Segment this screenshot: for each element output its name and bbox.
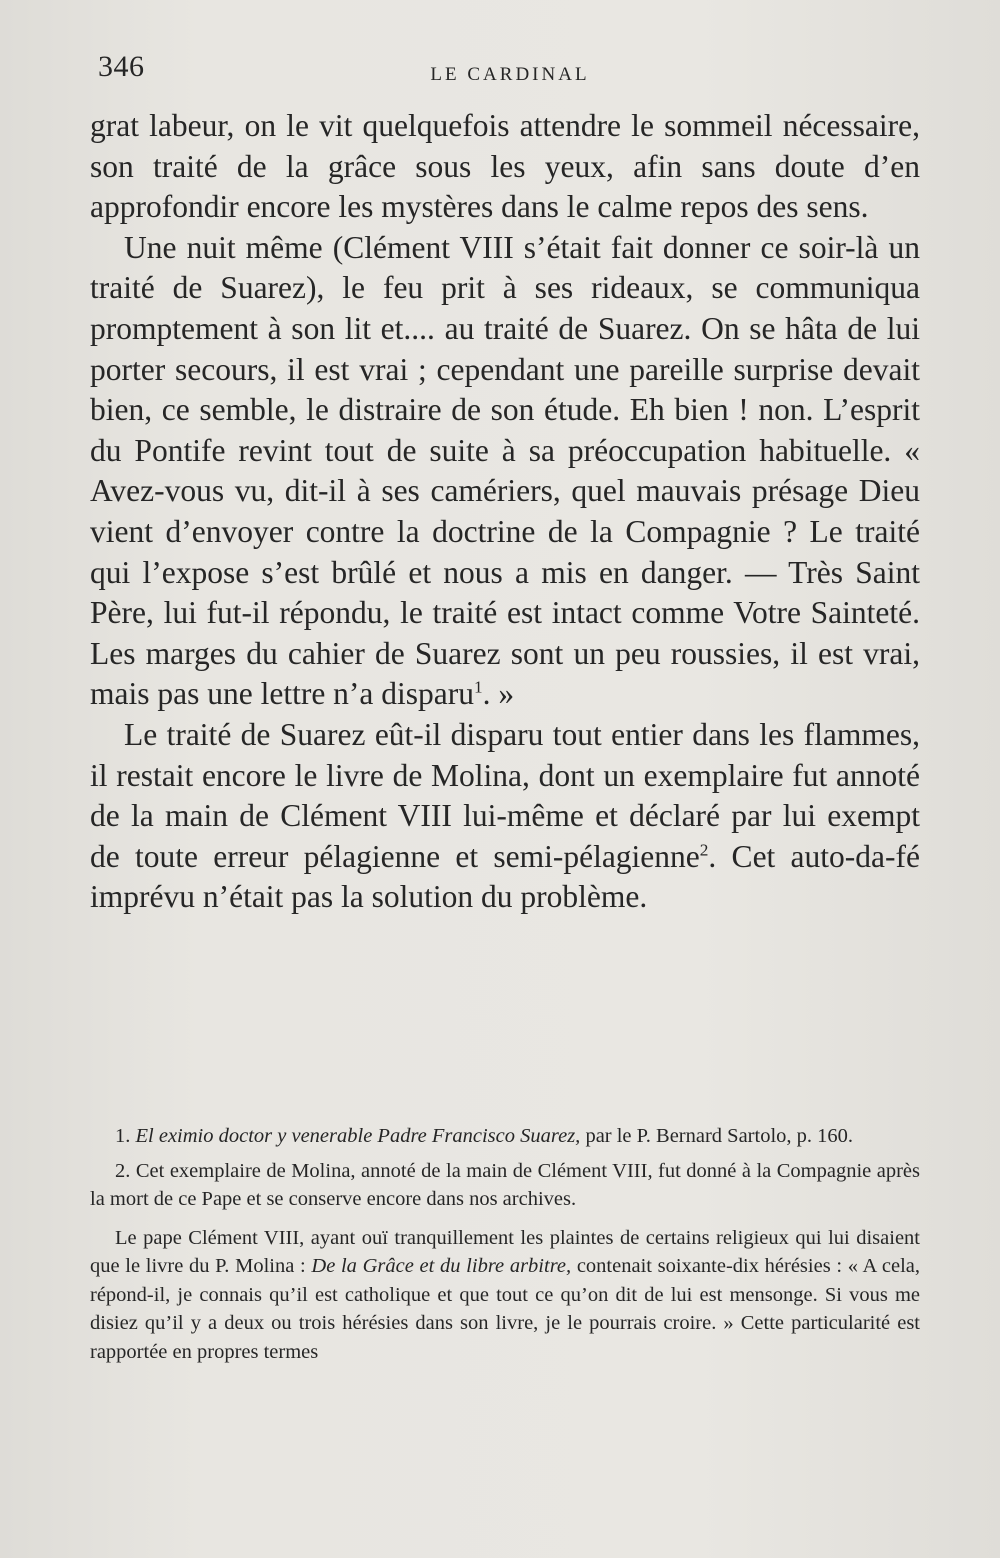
footnote-1-number: 1. bbox=[115, 1125, 131, 1147]
main-text bbox=[90, 106, 920, 918]
footnote-1-text: par le P. Bernard Sartolo, p. 160. bbox=[585, 1125, 854, 1147]
footnote-1-title: El eximio doctor y venerable Padre Francisco Suarez, bbox=[135, 1125, 581, 1147]
footnote-3-text-a: Le pape Clément VIII, ayant ouï tranquillement les plaintes de certains religieux qui lui disaient que le livre du P. Molina : bbox=[90, 1226, 920, 1277]
paragraph-3-end: . Cet auto-da-fé imprévu n’était pas la solution du problème. bbox=[90, 838, 920, 915]
footnote-ref-2: 2 bbox=[699, 840, 709, 860]
paragraph-1 bbox=[90, 106, 920, 228]
paragraph-2-text: Une nuit même (Clément VIII s’était fait donner ce soir-là un traité de Suarez), le feu prit à ses rideaux, se communiqua promptement à son lit et.... au traité de Suarez. On se hâta de lui porter secours, il est vrai ; cependant une pareille surprise devait bien, ce semble, le distraire de son étude. Eh bien ! non. L’esprit du Pontife revint tout de suite à sa préoccupation habituelle. « Avez-vous vu, dit-il à ses camériers, quel mauvais présage Dieu vient d’envoyer contre la doctrine de la Compagnie ? Le traité qui l’expose s’est brûlé et nous a mis en danger. — Très Saint Père, lui fut-il répondu, le traité est intact comme Votre Sainteté. Les marges du cahier de Suarez sont un peu roussies, il est vrai, mais pas une lettre n’a disparu bbox=[90, 229, 920, 712]
page-header bbox=[90, 50, 930, 90]
paragraph-2 bbox=[90, 228, 920, 715]
footnote-ref-1: 1 bbox=[474, 677, 483, 697]
paragraph-2-end: . » bbox=[482, 676, 515, 712]
footnote-1 bbox=[90, 1122, 920, 1151]
footnotes bbox=[90, 1122, 920, 1366]
page-number: 346 bbox=[98, 50, 145, 83]
footnote-2 bbox=[90, 1157, 920, 1214]
paragraph-3-text: Le traité de Suarez eût-il disparu tout entier dans les flammes, il restait encore le livre de Molina, dont un exemplaire fut annoté de la main de Clément VIII lui-même et déclaré par lui exempt de toute erreur pélagienne et semi-pélagienne bbox=[90, 716, 920, 874]
footnote-2-text: Cet exemplaire de Molina, annoté de la main de Clément VIII, fut donné à la Compagnie après la mort de ce Pape et se conserve encore dans nos archives. bbox=[90, 1159, 921, 1210]
paragraph-1-text: grat labeur, on le vit quelquefois attendre le sommeil nécessaire, son traité de la grâce sous les yeux, afin sans doute d’en approfondir encore les mystères dans le calme repos des sens. bbox=[90, 108, 920, 225]
footnote-3-title: De la Grâce et du libre arbitre, bbox=[311, 1255, 572, 1277]
footnote-3-text-b: contenait soixante-dix hérésies : « A cela, répond-il, je connais qu’il est catholique et que tout ce qu’on dit de lui est mensonge. Si vous me disiez qu’il y a deux ou trois hérésies dans son livre, je le pourrais croire. » Cette particularité est rapportée en propres termes bbox=[90, 1255, 921, 1363]
running-title: LE CARDINAL bbox=[430, 64, 590, 85]
footnote-2-number: 2. bbox=[115, 1159, 131, 1182]
paragraph-3 bbox=[90, 715, 920, 918]
footnote-2-continuation bbox=[90, 1224, 920, 1367]
